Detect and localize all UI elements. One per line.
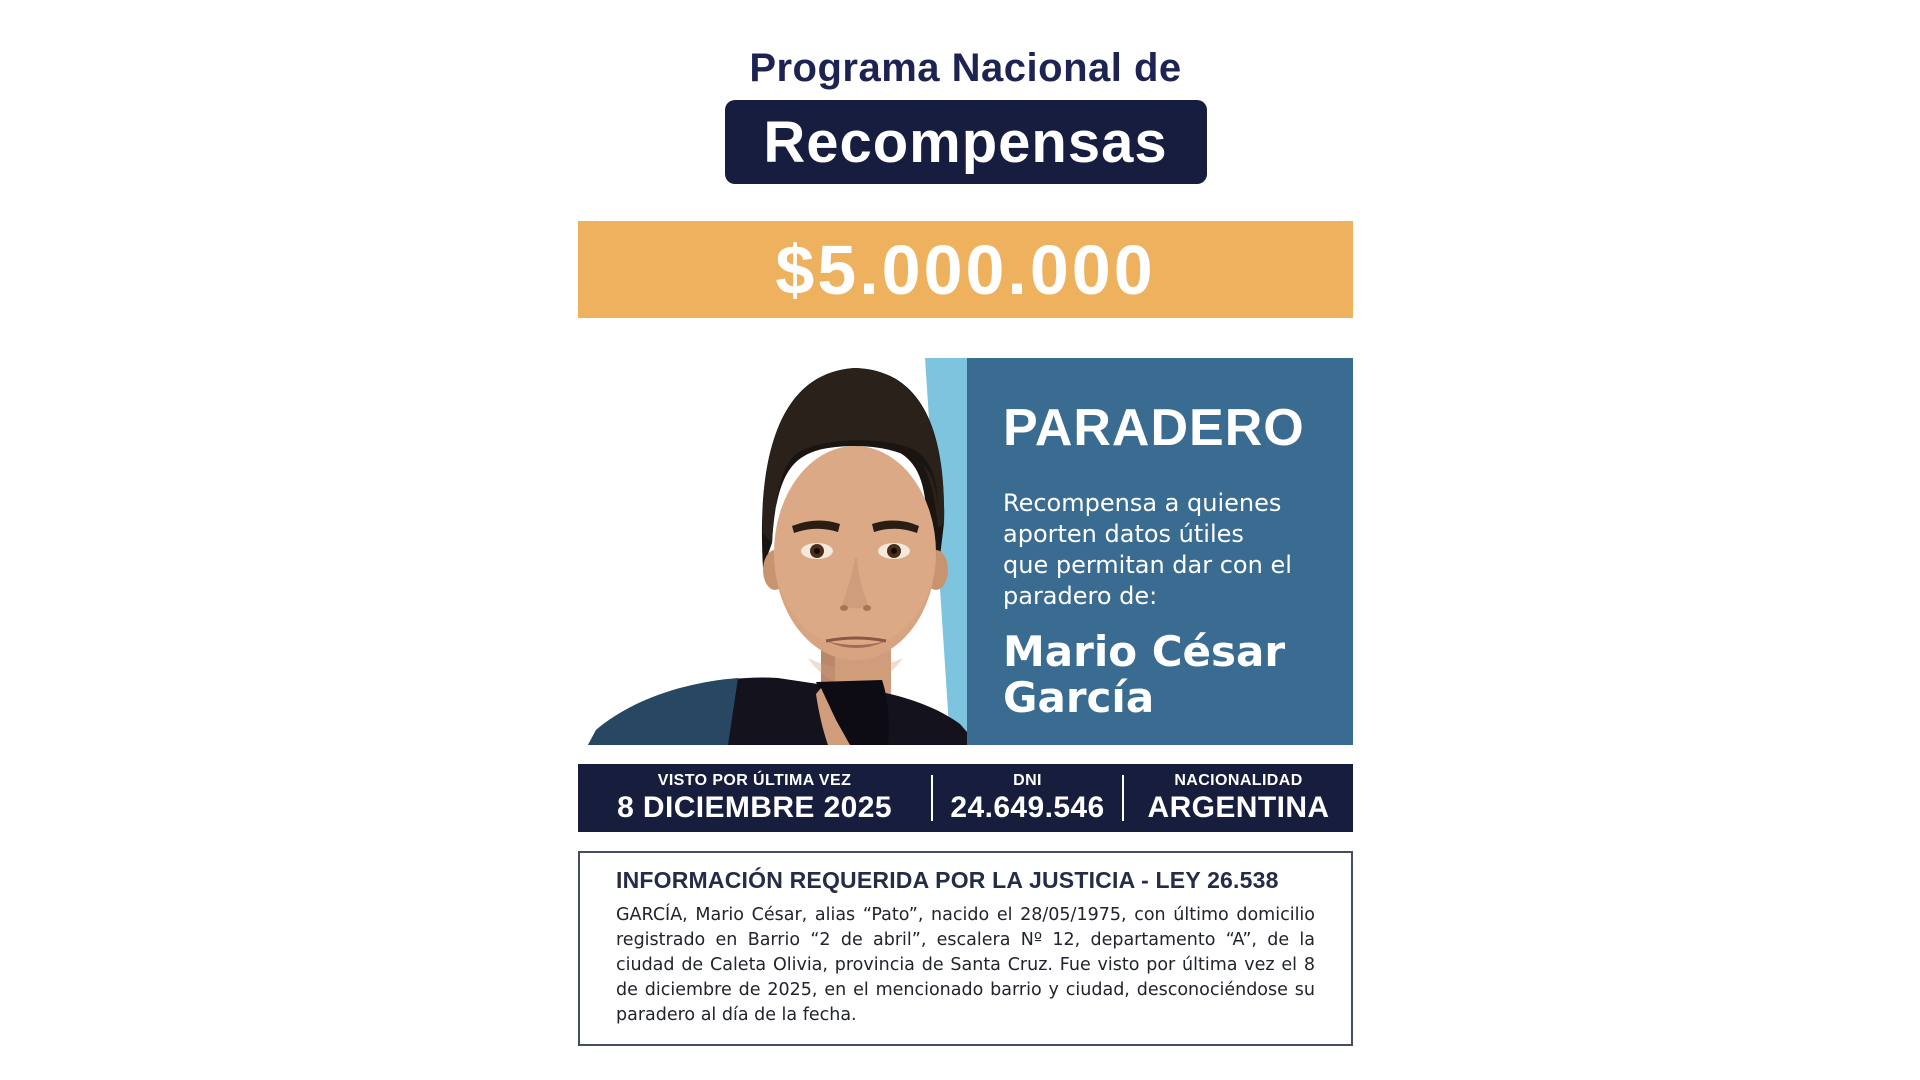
person-portrait-image	[578, 358, 967, 745]
description-line: paradero de:	[1003, 582, 1158, 610]
dni-label: DNI	[1013, 771, 1042, 789]
legal-info-box	[578, 851, 1353, 1046]
details-bar	[578, 764, 1353, 832]
person-name-line: Mario César	[1003, 627, 1286, 676]
wanted-block	[578, 358, 1353, 745]
program-highlight-box	[725, 100, 1207, 184]
paradero-heading: PARADERO	[1003, 399, 1305, 457]
last-seen-value: 8 DICIEMBRE 2025	[617, 790, 892, 824]
legal-info-body: GARCÍA, Mario César, alias “Pato”, nacido el 28/05/1975, con último domicilio registrado en Barrio “2 de abril”, escalera Nº 12, departamento “A”, de la ciudad de Caleta Olivia, provincia de Santa Cruz. Fue visto por última vez el 8 de diciembre de 2025, en el mencionado barrio y ciudad, desconociéndose su paradero al día de la fecha.	[616, 905, 1315, 1025]
last-seen-label: VISTO POR ÚLTIMA VEZ	[657, 771, 852, 789]
portrait-graphic	[588, 368, 967, 745]
person-name-line: García	[1003, 673, 1155, 722]
reward-description	[1003, 488, 1325, 612]
last-seen-item	[578, 764, 931, 832]
reward-amount: $5.000.000	[775, 230, 1156, 309]
legal-info-title: INFORMACIÓN REQUERIDA POR LA JUSTICIA - LEY 26.538	[616, 867, 1279, 893]
description-line: aporten datos útiles	[1003, 520, 1244, 548]
nationality-label: NACIONALIDAD	[1174, 771, 1303, 789]
program-highlight-label: Recompensas	[763, 109, 1168, 175]
person-name	[1003, 629, 1325, 721]
reward-poster	[578, 0, 1353, 1046]
dni-value: 24.649.546	[950, 790, 1105, 824]
wanted-info-panel	[967, 358, 1353, 745]
person-photo	[578, 358, 967, 745]
description-line: Recompensa a quienes	[1003, 489, 1282, 517]
description-line: que permitan dar con el	[1003, 551, 1292, 579]
program-title: Programa Nacional de	[749, 46, 1182, 90]
dni-item	[933, 764, 1122, 832]
nationality-value: ARGENTINA	[1147, 790, 1330, 824]
reward-amount-band	[578, 221, 1353, 318]
nationality-item	[1124, 764, 1353, 832]
